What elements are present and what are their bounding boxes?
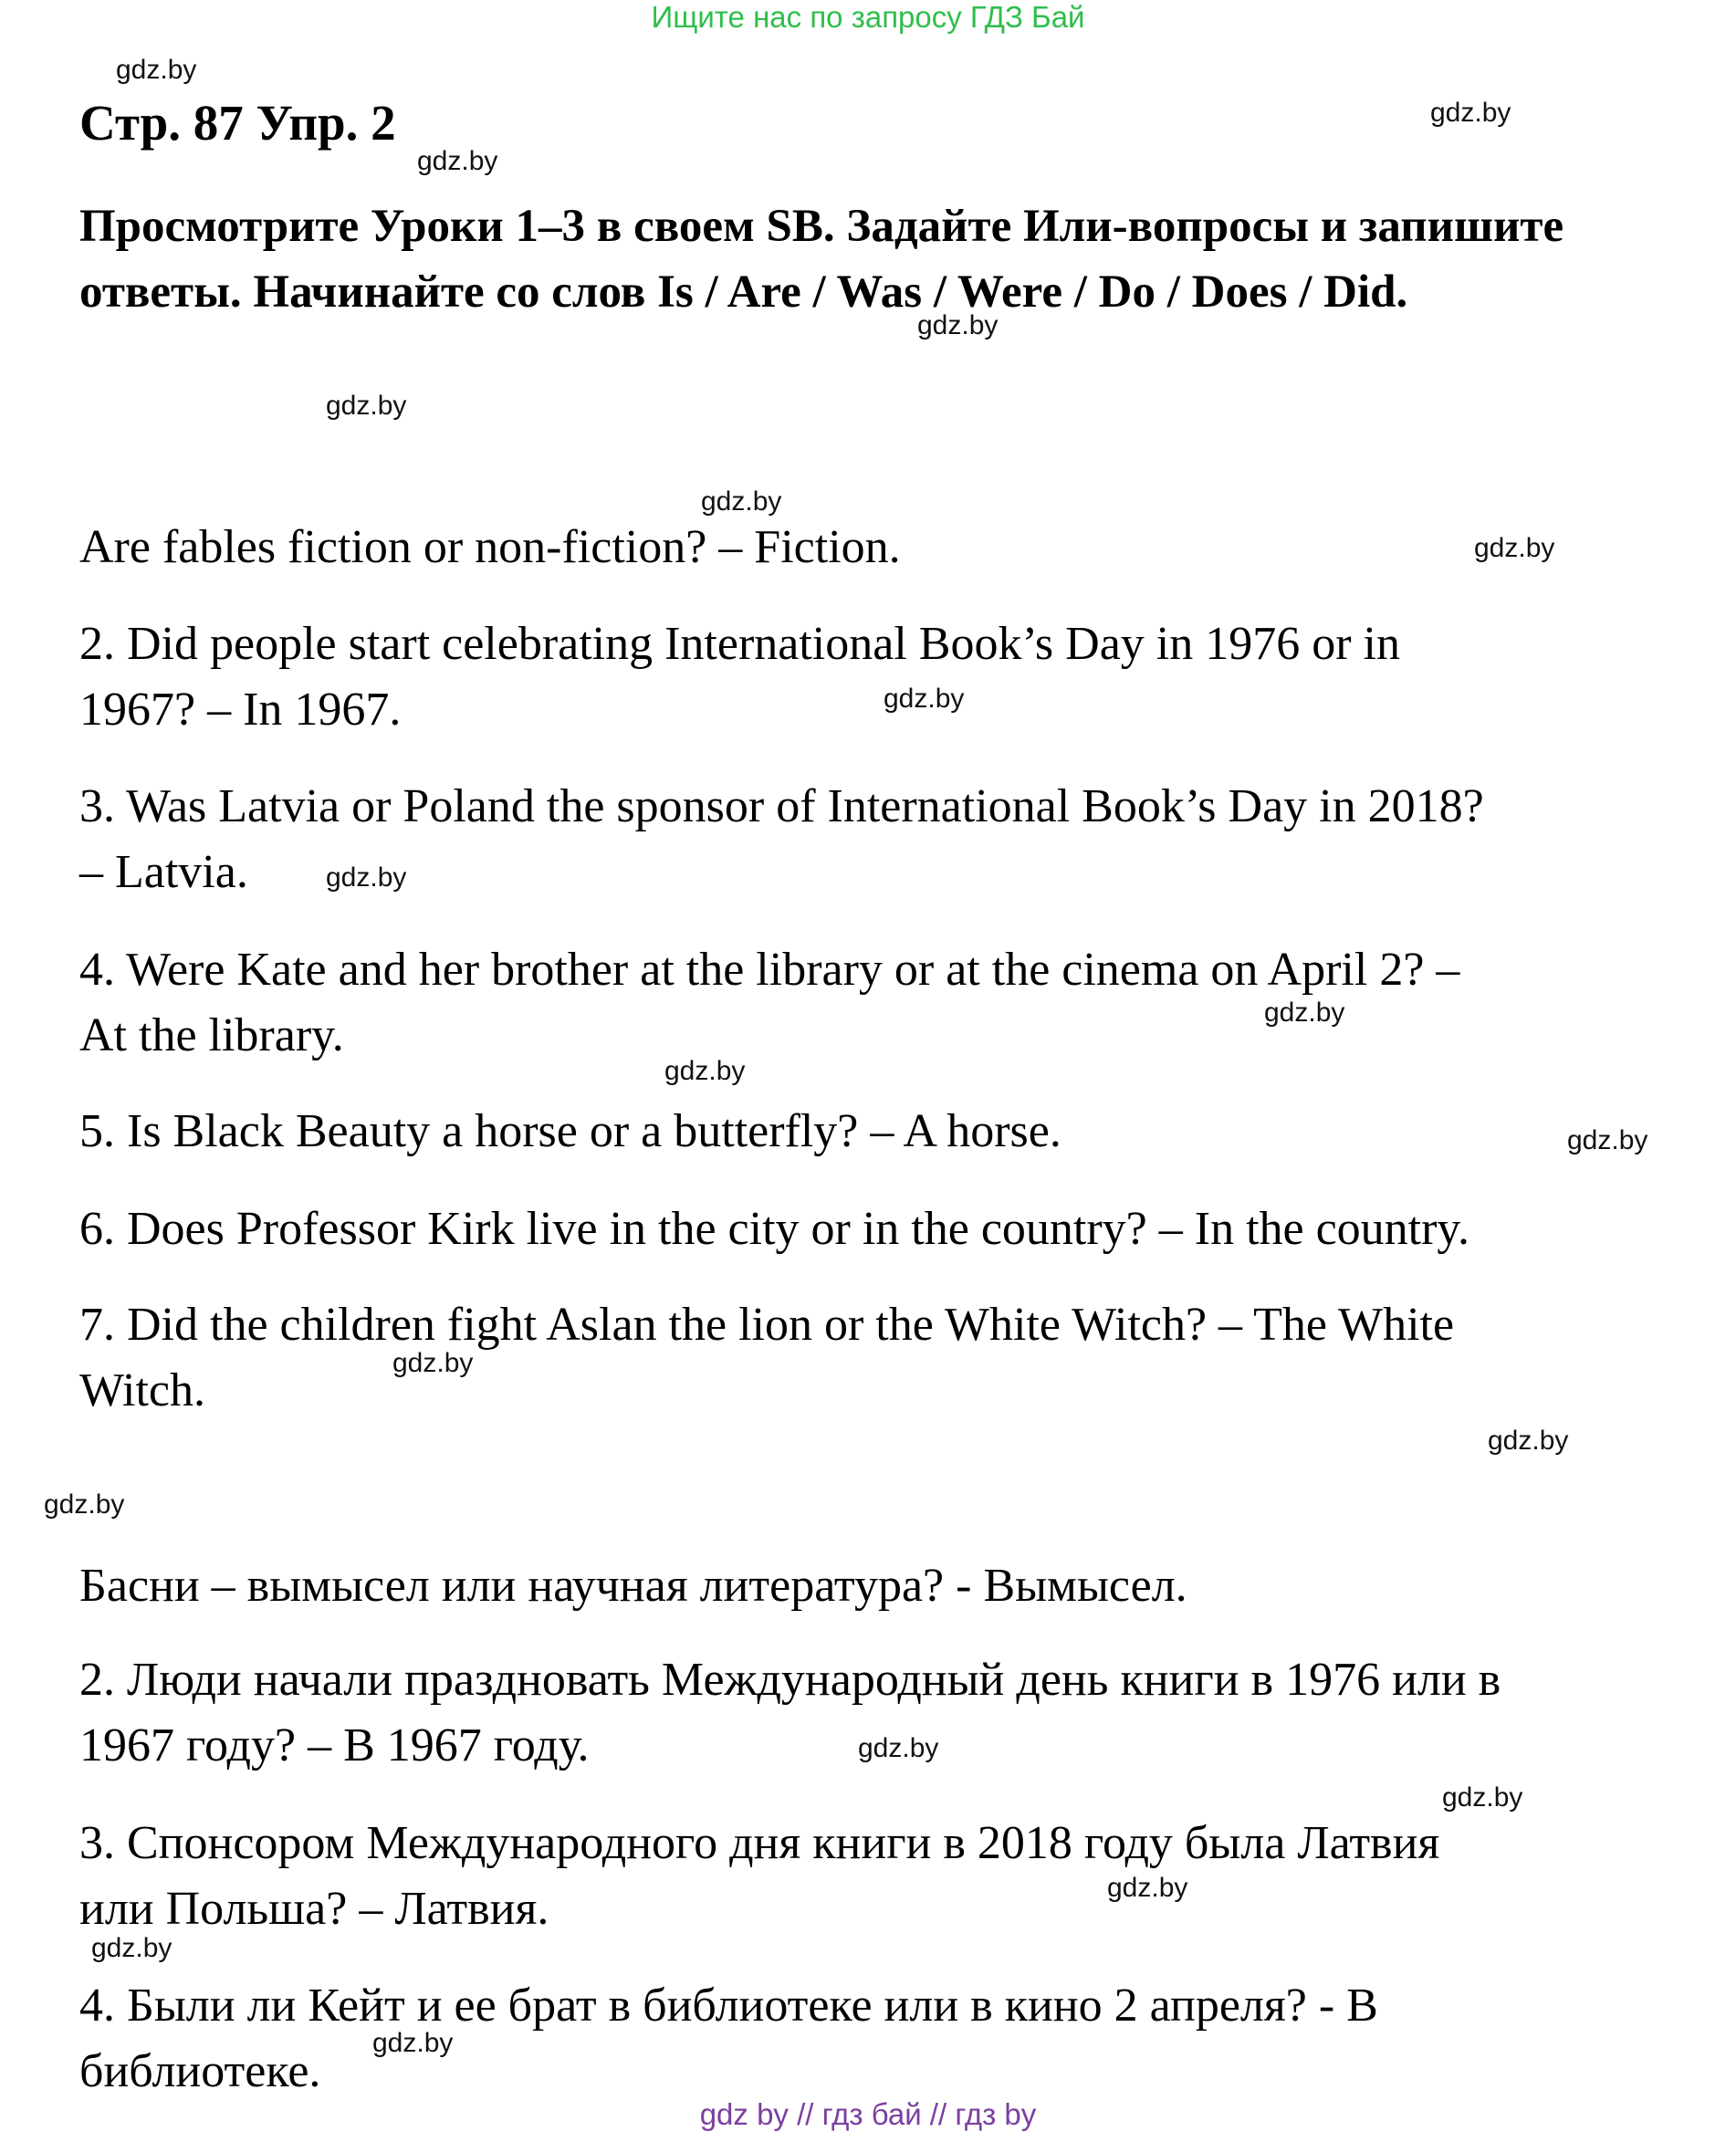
watermark: gdz.by — [701, 486, 782, 517]
page-title: Стр. 87 Упр. 2 — [79, 95, 396, 151]
watermark: gdz.by — [326, 391, 407, 421]
russian-answer-3-line-2: или Польша? – Латвия. — [79, 1883, 549, 1935]
english-answer-7-line-2: Witch. — [79, 1364, 205, 1416]
top-banner: Ищите нас по запросу ГДЗ Бай — [651, 0, 1085, 34]
watermark: gdz.by — [1264, 998, 1345, 1028]
watermark: gdz.by — [917, 310, 999, 340]
watermark: gdz.by — [1107, 1873, 1188, 1903]
watermark: gdz.by — [1474, 533, 1555, 563]
english-answer-6: 6. Does Professor Kirk live in the city or in the country? – In the country. — [79, 1203, 1470, 1255]
watermark: gdz.by — [1430, 98, 1511, 128]
english-answer-3-line-1: 3. Was Latvia or Poland the sponsor of International Book’s Day in 2018? — [79, 780, 1484, 832]
russian-answer-1: Басни – вымысел или научная литература? - Вымысел. — [79, 1560, 1187, 1612]
watermark: gdz.by — [664, 1056, 746, 1086]
watermark: gdz.by — [1488, 1426, 1569, 1456]
watermark: gdz.by — [1442, 1782, 1523, 1813]
english-answer-1: Are fables fiction or non-fiction? – Fiction. — [79, 521, 901, 573]
watermark: gdz.by — [417, 146, 498, 176]
watermark: gdz.by — [858, 1733, 939, 1763]
english-answer-5: 5. Is Black Beauty a horse or a butterfly? – A horse. — [79, 1105, 1061, 1157]
russian-answer-3-line-1: 3. Спонсором Международного дня книги в 2018 году была Латвия — [79, 1817, 1440, 1869]
russian-answer-2-line-2: 1967 году? – В 1967 году. — [79, 1719, 590, 1771]
watermark: gdz.by — [44, 1489, 125, 1520]
task-instruction: Просмотрите Уроки 1–3 в своем SB. Задайте Или-вопросы и запишите ответы. Начинайте со слов Is / Are / Was / Were / Do / Does / Did. — [79, 201, 1564, 318]
watermark: gdz.by — [372, 2028, 454, 2058]
watermark: gdz.by — [884, 684, 965, 714]
english-answer-2-line-2: 1967? – In 1967. — [79, 684, 402, 736]
russian-answer-4-line-2: библиотеке. — [79, 2045, 321, 2097]
watermark: gdz.by — [326, 862, 407, 893]
english-answer-7-line-1: 7. Did the children fight Aslan the lion or the White Witch? – The White — [79, 1299, 1455, 1351]
watermark: gdz.by — [91, 1933, 173, 1963]
footer-links: gdz by // гдз бай // гдз by — [699, 2097, 1037, 2131]
english-answer-2-line-1: 2. Did people start celebrating International Book’s Day in 1976 or in — [79, 618, 1400, 670]
english-answer-3-line-2: – Latvia. — [79, 846, 248, 898]
russian-answer-4-line-1: 4. Были ли Кейт и ее брат в библиотеке или в кино 2 апреля? - В — [79, 1980, 1378, 2032]
watermark: gdz.by — [392, 1348, 474, 1378]
watermark: gdz.by — [116, 55, 197, 85]
watermark: gdz.by — [1567, 1125, 1648, 1155]
english-answer-4-line-1: 4. Were Kate and her brother at the library or at the cinema on April 2? – — [79, 944, 1460, 996]
english-answer-4-line-2: At the library. — [79, 1009, 344, 1061]
russian-answer-2-line-1: 2. Люди начали праздновать Международный день книги в 1976 или в — [79, 1654, 1501, 1706]
